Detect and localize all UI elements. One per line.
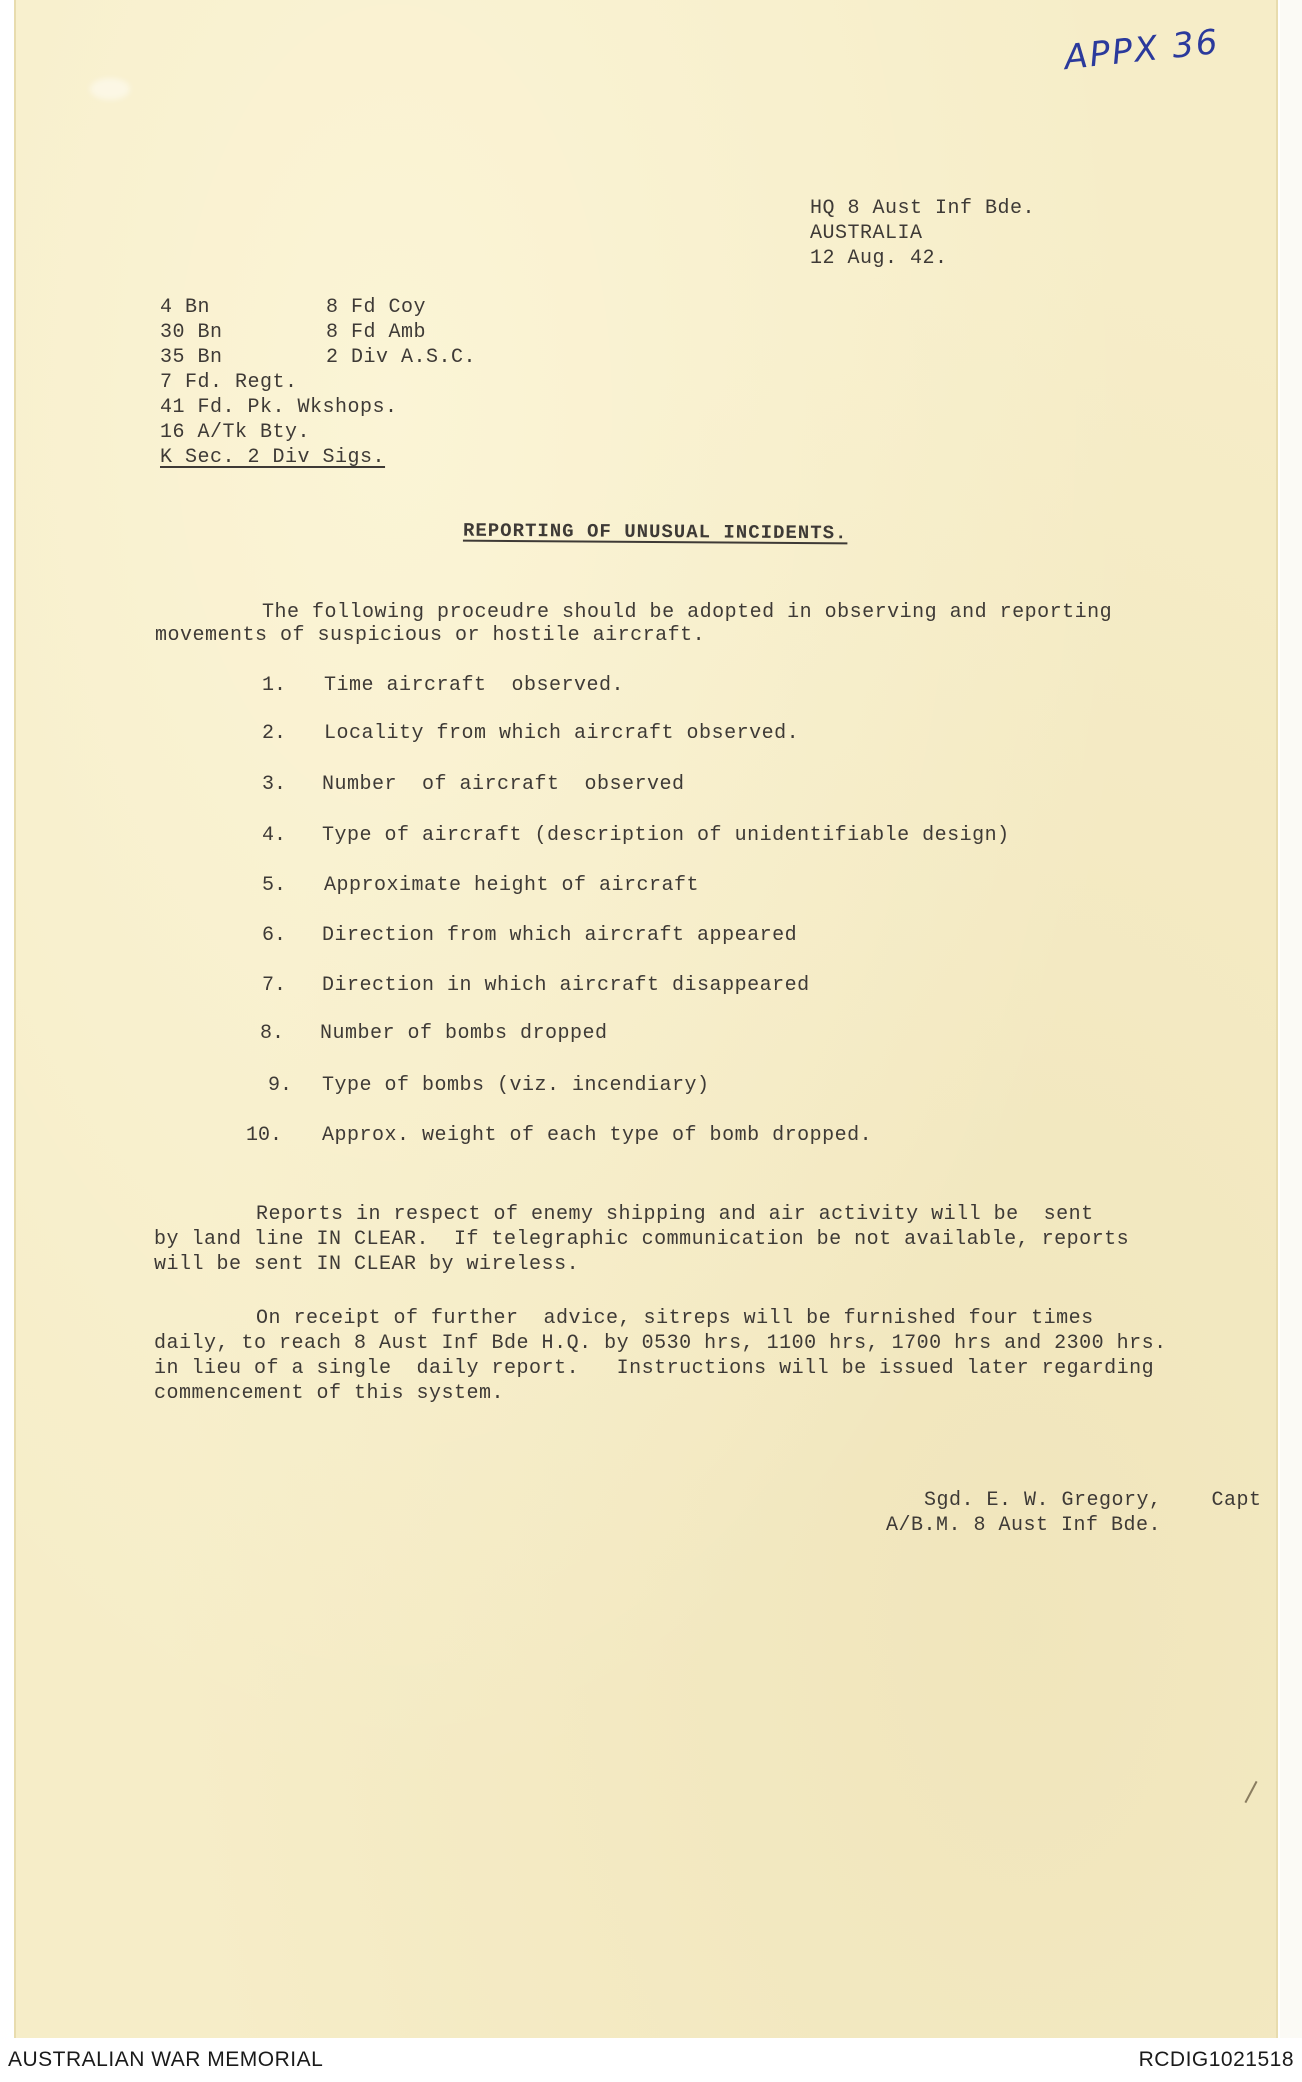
distribution-item: 30 Bn	[160, 321, 223, 344]
distribution-item: K Sec. 2 Div Sigs.	[160, 446, 386, 469]
list-item-number: 8.	[259, 1022, 284, 1045]
paper-smudge	[90, 78, 130, 100]
header-line-hq: HQ 8 Aust Inf Bde.	[810, 197, 1036, 220]
body-line: commencement of this system.	[154, 1382, 505, 1405]
list-item-number: 5.	[261, 874, 286, 897]
intro-line: The following proceudre should be adopted in observing and reporting	[262, 601, 1113, 624]
list-item-text: Direction in which aircraft disappeared	[322, 974, 810, 997]
list-item-number: 3.	[261, 773, 286, 796]
distribution-item: 8 Fd Coy	[326, 296, 427, 319]
body-line: On receipt of further advice, sitreps will be furnished four times	[256, 1307, 1094, 1330]
body-line: will be sent IN CLEAR by wireless.	[154, 1253, 580, 1276]
list-item-number: 10.	[245, 1124, 282, 1147]
list-item-text: Time aircraft observed.	[324, 674, 625, 697]
list-item-number: 2.	[261, 722, 286, 745]
list-item-text: Number of aircraft observed	[322, 773, 685, 796]
intro-line: movements of suspicious or hostile aircraft.	[155, 624, 706, 647]
distribution-item: 41 Fd. Pk. Wkshops.	[160, 396, 398, 419]
list-item-number: 9.	[267, 1074, 292, 1097]
list-item-text: Type of aircraft (description of unidentifiable design)	[322, 824, 1010, 847]
list-item-number: 1.	[261, 674, 286, 697]
footer-source: AUSTRALIAN WAR MEMORIAL	[8, 2048, 324, 2071]
list-item-text: Locality from which aircraft observed.	[324, 722, 800, 745]
distribution-item: 35 Bn	[160, 346, 223, 369]
list-item-text: Direction from which aircraft appeared	[322, 924, 798, 947]
distribution-item: 16 A/Tk Bty.	[160, 421, 311, 444]
header-line-country: AUSTRALIA	[810, 222, 923, 245]
body-line: daily, to reach 8 Aust Inf Bde H.Q. by 0530 hrs, 1100 hrs, 1700 hrs and 2300 hrs.	[154, 1332, 1167, 1355]
header-line-date: 12 Aug. 42.	[810, 247, 948, 270]
list-item-text: Number of bombs dropped	[320, 1022, 608, 1045]
list-item-number: 4.	[261, 824, 286, 847]
body-line: in lieu of a single daily report. Instructions will be issued later regarding	[154, 1357, 1155, 1380]
distribution-item: 7 Fd. Regt.	[160, 371, 298, 394]
list-item-text: Approximate height of aircraft	[324, 874, 700, 897]
distribution-item: 4 Bn	[160, 296, 211, 319]
footer-id: RCDIG1021518	[1138, 2048, 1294, 2071]
list-item-text: Approx. weight of each type of bomb dropped.	[322, 1124, 873, 1147]
handwritten-appendix-note: APPX 36	[1062, 21, 1222, 79]
signature-line: Sgd. E. W. Gregory, Capt	[924, 1489, 1262, 1512]
signature-title: A/B.M. 8 Aust Inf Bde.	[886, 1514, 1162, 1537]
distribution-item: 8 Fd Amb	[326, 321, 427, 344]
page-margin	[1280, 0, 1302, 2038]
list-item-number: 6.	[261, 924, 286, 947]
list-item-number: 7.	[261, 974, 286, 997]
body-line: Reports in respect of enemy shipping and air activity will be sent	[256, 1203, 1094, 1226]
document-title: REPORTING OF UNUSUAL INCIDENTS.	[462, 519, 848, 545]
distribution-item: 2 Div A.S.C.	[326, 346, 477, 369]
body-line: by land line IN CLEAR. If telegraphic communication be not available, reports	[154, 1228, 1130, 1251]
list-item-text: Type of bombs (viz. incendiary)	[322, 1074, 710, 1097]
